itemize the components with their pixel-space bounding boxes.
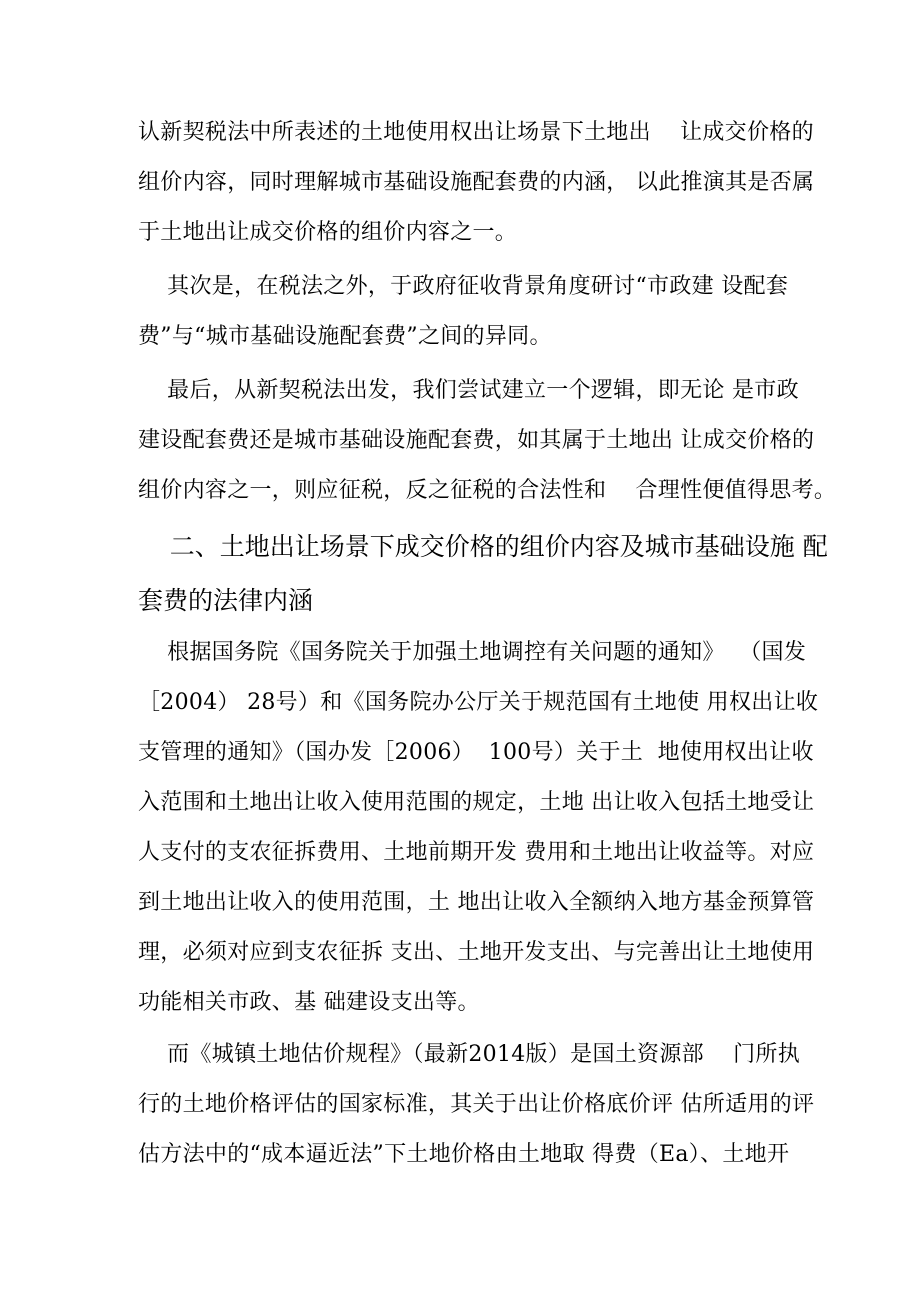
text-line: 人支付的支农征拆费用、土地前期开发 费用和土地出让收益等。对应 (138, 840, 815, 865)
text-line: 行的土地价格评估的国家标准，其关于出让价格底价评 估所适用的评 (138, 1092, 815, 1117)
text-line: 费”与“城市基础设施配套费”之间的异同。 (138, 324, 552, 349)
text-line: 功能相关市政、基 础建设支出等。 (138, 990, 480, 1015)
paragraph-second-point (138, 262, 798, 362)
paragraph-intro-continuation (138, 108, 815, 258)
text-line: 组价内容之一，则应征税，反之征税的合法性和 合理性便值得思考。 (138, 478, 837, 503)
paragraph-final-point (138, 366, 837, 516)
text-line: 最后，从新契税法出发，我们尝试建立一个逻辑，即无论 是市政 (138, 378, 799, 403)
text-line: 估方法中的“成本逼近法”下土地价格由土地取 得费（Ea）、土地开 (138, 1142, 790, 1167)
text-line: 入范围和土地出让收入使用范围的规定，土地 出让收入包括土地受让 (138, 790, 815, 815)
text-line: 建设配套费还是城市基础设施配套费，如其属于土地出 让成交价格的 (138, 428, 815, 453)
heading-line: 套费的法律内涵 (138, 586, 314, 615)
text-line: 于土地出让成交价格的组价内容之一。 (138, 220, 518, 245)
text-line: 认新契税法中所表述的土地使用权出让场景下土地出 让成交价格的 (138, 120, 814, 145)
text-line: 根据国务院《国务院关于加强土地调控有关问题的通知》 （国发 (138, 640, 807, 665)
text-line: 而《城镇土地估价规程》（最新2014版）是国土资源部 门所执 (138, 1042, 801, 1067)
paragraph-state-council-notice (138, 628, 819, 1028)
paragraph-valuation-standard (138, 1030, 815, 1180)
text-line: ［2004） 28号）和《国务院办公厅关于规范国有土地使 用权出让收 (138, 690, 819, 715)
text-line: 组价内容，同时理解城市基础设施配套费的内涵， 以此推演其是否属 (138, 170, 815, 195)
text-line: 其次是，在税法之外，于政府征收背景角度研讨“市政建 设配套 (138, 274, 789, 299)
text-line: 理，必须对应到支农征拆 支出、土地开发支出、与完善出让土地使用 (138, 940, 815, 965)
text-line: 支管理的通知》（国办发［2006） 100号）关于土 地使用权出让收 (138, 740, 814, 765)
section-heading (138, 520, 828, 628)
heading-line: 二、土地出让场景下成交价格的组价内容及城市基础设施 配 (138, 532, 828, 561)
text-line: 到土地出让收入的使用范围，土 地出让收入全额纳入地方基金预算管 (138, 890, 815, 915)
